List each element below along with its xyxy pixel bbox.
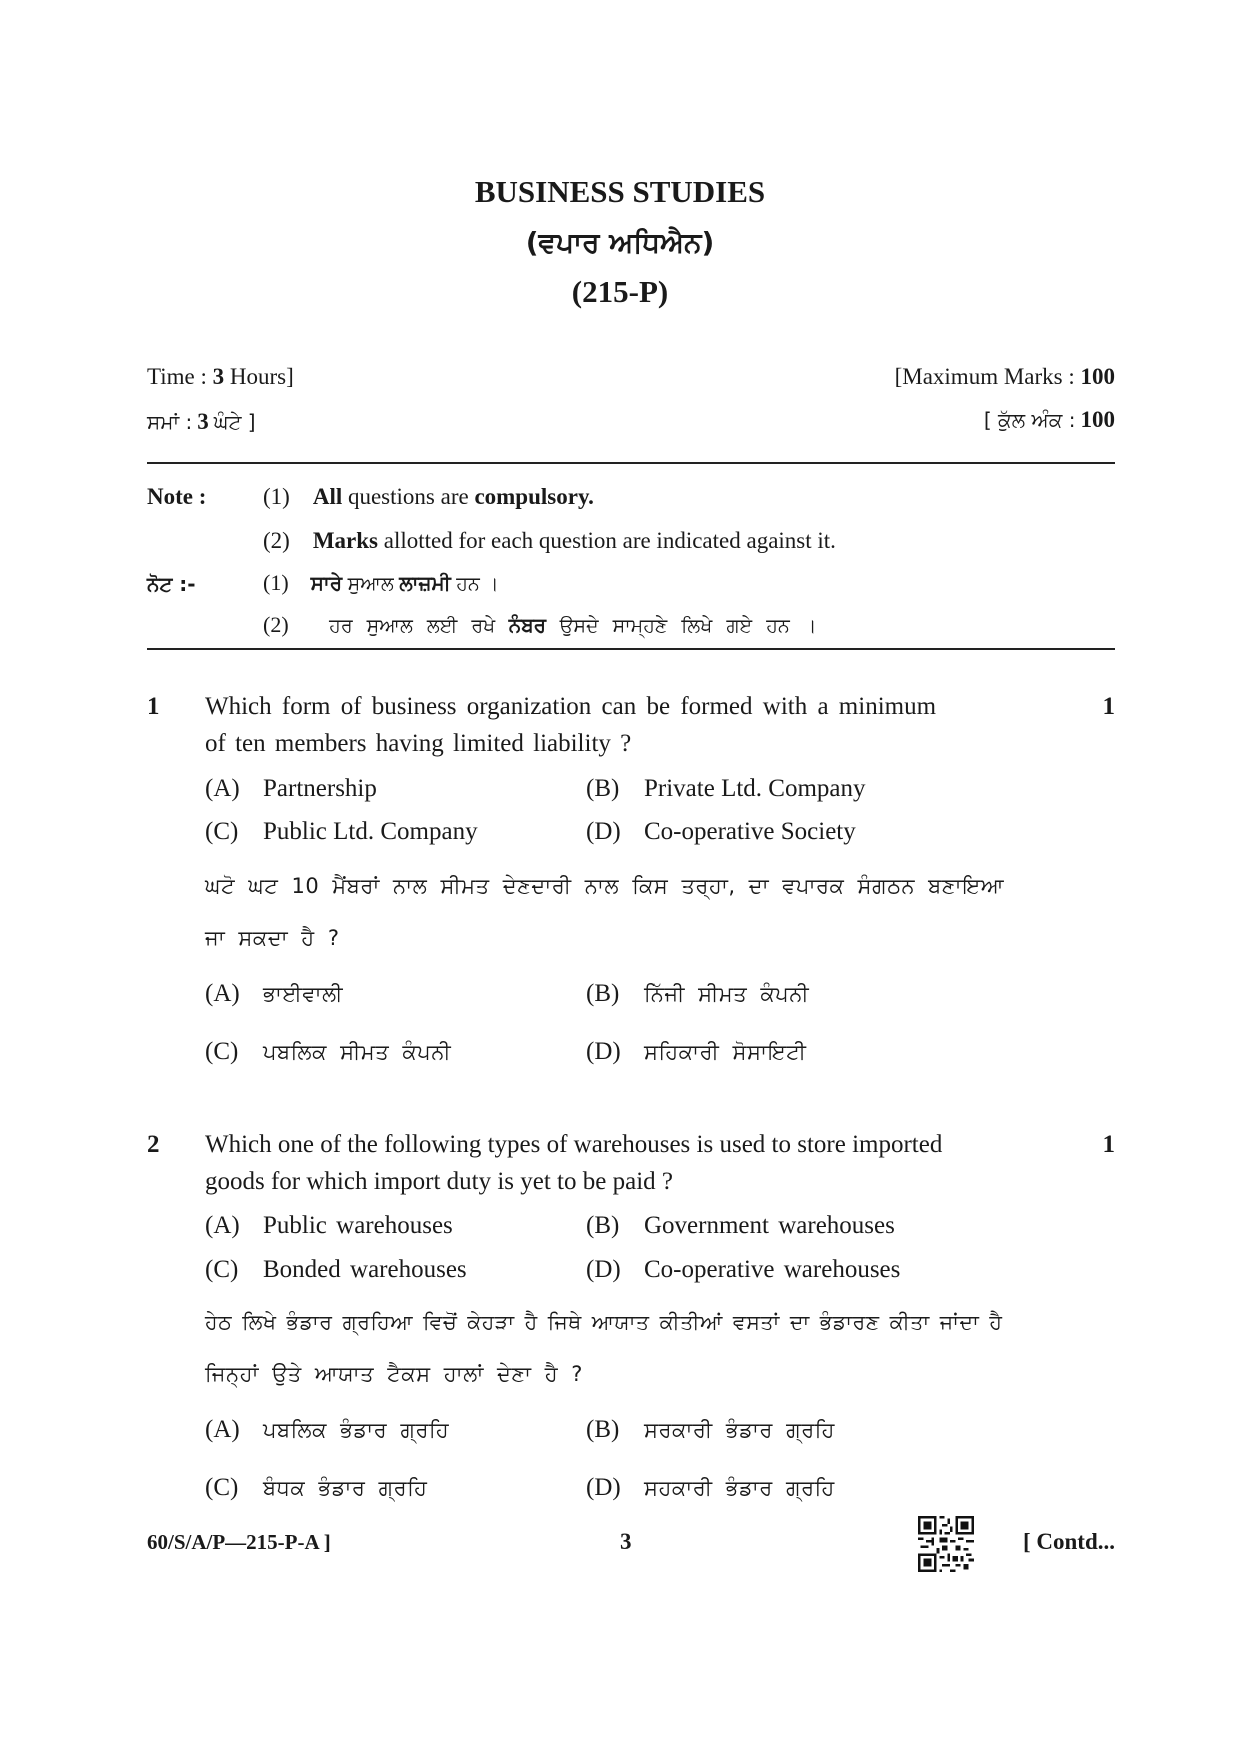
note-text: questions are — [347, 484, 469, 509]
max-marks-info — [895, 364, 1115, 390]
note-label-punjabi: ਨੋਟ :- — [147, 572, 196, 596]
note-item-pa-1 — [263, 570, 499, 596]
option-text: ਪਬਲਿਕ ਸੀਮਤ ਕੰਪਨੀ — [263, 1040, 452, 1064]
note-item-1 — [263, 484, 594, 510]
note-num: (1) — [263, 484, 290, 509]
option-label: (A) — [205, 775, 240, 802]
option-label: (C) — [205, 818, 239, 845]
note-bold: ਲਾਜ਼ਮੀ — [399, 571, 451, 595]
option-text: Private Ltd. Company — [644, 775, 866, 802]
note-num: (1) — [263, 570, 289, 595]
option-label: (A) — [205, 980, 240, 1007]
note-text: allotted for each question are indicated against it. — [383, 528, 836, 553]
time-info-punjabi — [147, 409, 256, 435]
question-2-text-pa-line2: ਜਿਨ੍ਹਾਂ ਉਤੇ ਆਯਾਤ ਟੈਕਸ ਹਾਲਾਂ ਦੇਣਾ ਹੈ ? — [205, 1362, 583, 1386]
question-2-option-d — [586, 1256, 900, 1284]
question-2-option-pa-c — [205, 1474, 427, 1502]
option-label: (C) — [205, 1256, 239, 1283]
divider-top — [147, 462, 1115, 464]
question-1-number: 1 — [147, 693, 160, 720]
option-label: (D) — [586, 1038, 621, 1065]
note-bold: Marks — [312, 528, 378, 553]
option-label: (D) — [586, 1256, 621, 1283]
note-item-2 — [263, 528, 836, 554]
option-text: ਸਹਿਕਾਰੀ ਸੋਸਾਇਟੀ — [644, 1040, 807, 1064]
time-unit: Hours] — [229, 364, 294, 389]
question-2-marks: 1 — [1102, 1131, 1115, 1158]
question-1-text-pa-line2: ਜਾ ਸਕਦਾ ਹੈ ? — [205, 926, 340, 950]
question-2-option-pa-a — [205, 1416, 449, 1444]
time-value-pa: 3 — [197, 409, 209, 434]
qr-code-icon — [918, 1516, 974, 1572]
question-1-option-pa-b — [586, 980, 809, 1008]
note-bold: All — [312, 484, 343, 509]
option-label: (B) — [586, 1416, 620, 1443]
option-label: (A) — [205, 1416, 240, 1443]
option-text: Public warehouses — [263, 1212, 453, 1239]
note-text: ਹਰ ਸੁਆਲ ਲਈ ਰਖੇ — [329, 615, 496, 637]
option-text: Partnership — [263, 775, 377, 802]
option-label: (C) — [205, 1474, 239, 1501]
note-item-pa-2 — [263, 612, 817, 638]
question-2-text-line2: goods for which import duty is yet to be paid ? — [205, 1168, 673, 1195]
note-text: ਹਨ । — [456, 573, 499, 595]
note-bold: compulsory. — [474, 484, 594, 509]
note-bold: ਨੰਬਰ — [508, 613, 547, 637]
time-info — [147, 364, 294, 390]
question-2-option-b — [586, 1212, 895, 1240]
option-text: Bonded warehouses — [263, 1256, 467, 1283]
option-label: (B) — [586, 980, 620, 1007]
option-text: ਸਹਕਾਰੀ ਭੰਡਾਰ ਗ੍ਰਹਿ — [644, 1476, 835, 1500]
time-label-pa: ਸਮਾਂ : — [147, 410, 193, 434]
note-bold: ਸਾਰੇ — [310, 571, 343, 595]
question-1-option-c — [205, 818, 478, 846]
question-1-text-line2: of ten members having limited liability ? — [205, 730, 632, 757]
question-1-option-d — [586, 818, 856, 846]
question-2-option-pa-d — [586, 1474, 835, 1502]
contd-label: [ Contd... — [1022, 1529, 1115, 1554]
option-text: ਨਿੱਜੀ ਸੀਮਤ ਕੰਪਨੀ — [644, 982, 810, 1006]
max-marks-info-punjabi — [984, 407, 1115, 433]
question-1-option-pa-a — [205, 980, 343, 1008]
option-text: Co-operative Society — [644, 818, 856, 845]
note-text: ਉਸਦੇ ਸਾਮ੍ਹਣੇ ਲਿਖੇ ਗਏ ਹਨ । — [559, 615, 817, 637]
option-text: ਸਰਕਾਰੀ ਭੰਡਾਰ ਗ੍ਰਹਿ — [644, 1418, 835, 1442]
option-label: (A) — [205, 1212, 240, 1239]
option-label: (C) — [205, 1038, 239, 1065]
option-text: Public Ltd. Company — [263, 818, 478, 845]
question-1-option-pa-d — [586, 1038, 807, 1066]
paper-title-punjabi: (ਵਪਾਰ ਅਧਿਐਨ) — [525, 226, 715, 259]
option-text: ਪਬਲਿਕ ਭੰਡਾਰ ਗ੍ਰਹਿ — [263, 1418, 450, 1442]
option-label: (B) — [586, 1212, 620, 1239]
max-marks-value: 100 — [1080, 364, 1115, 389]
question-2-option-pa-b — [586, 1416, 835, 1444]
max-marks-value-pa: 100 — [1080, 407, 1115, 432]
question-2-option-c — [205, 1256, 467, 1284]
option-label: (D) — [586, 818, 621, 845]
divider-bottom — [147, 648, 1115, 650]
footer-paper-code: 60/S/A/P—215-P-A ] — [147, 1530, 331, 1554]
time-unit-pa: ਘੰਟੇ ] — [213, 410, 256, 434]
question-2-text-line1: Which one of the following types of warehouses is used to store imported — [205, 1131, 943, 1158]
question-1-marks: 1 — [1102, 693, 1115, 720]
note-text: ਸੁਆਲ — [347, 573, 394, 595]
option-label: (B) — [586, 775, 620, 802]
option-text: Government warehouses — [644, 1212, 895, 1239]
time-label: Time : — [147, 364, 207, 389]
note-label: Note : — [147, 484, 207, 509]
option-text: ਬੰਧਕ ਭੰਡਾਰ ਗ੍ਰਹਿ — [263, 1476, 428, 1500]
paper-title: BUSINESS STUDIES — [474, 174, 766, 209]
max-marks-label-pa: [ ਕੁੱਲ ਅੰਕ : — [983, 408, 1076, 432]
time-value: 3 — [212, 364, 225, 389]
option-label: (D) — [586, 1474, 621, 1501]
question-2-text-pa-line1: ਹੇਠ ਲਿਖੇ ਭੰਡਾਰ ਗ੍ਰਹਿਆ ਵਿਚੋਂ ਕੇਹੜਾ ਹੈ ਜਿਥੇ ਆਯਾਤ ਕੀਤੀਆਂ ਵਸਤਾਂ ਦਾ ਭੰਡਾਰਣ ਕੀਤਾ ਜਾਂਦਾ ਹੈ — [205, 1310, 1003, 1334]
max-marks-label: [Maximum Marks : — [894, 364, 1075, 389]
question-1-option-b — [586, 775, 866, 803]
question-2-option-a — [205, 1212, 453, 1240]
question-1-text-pa-line1: ਘਟੋ ਘਟ 10 ਮੈਂਬਰਾਂ ਨਾਲ ਸੀਮਤ ਦੇਣਦਾਰੀ ਨਾਲ ਕਿਸ ਤਰ੍ਹਾ, ਦਾ ਵਪਾਰਕ ਸੰਗਠਨ ਬਣਾਇਆ — [205, 874, 1005, 898]
question-1-text-line1: Which form of business organization can be formed with a minimum — [205, 693, 937, 720]
page-number: 3 — [620, 1529, 632, 1554]
question-2-number: 2 — [147, 1131, 160, 1158]
note-num: (2) — [263, 612, 289, 637]
option-text: Co-operative warehouses — [644, 1256, 901, 1283]
question-1-option-a — [205, 775, 377, 803]
paper-code: (215-P) — [571, 274, 669, 309]
option-text: ਭਾਈਵਾਲੀ — [263, 982, 344, 1006]
note-num: (2) — [263, 528, 290, 553]
question-1-option-pa-c — [205, 1038, 451, 1066]
